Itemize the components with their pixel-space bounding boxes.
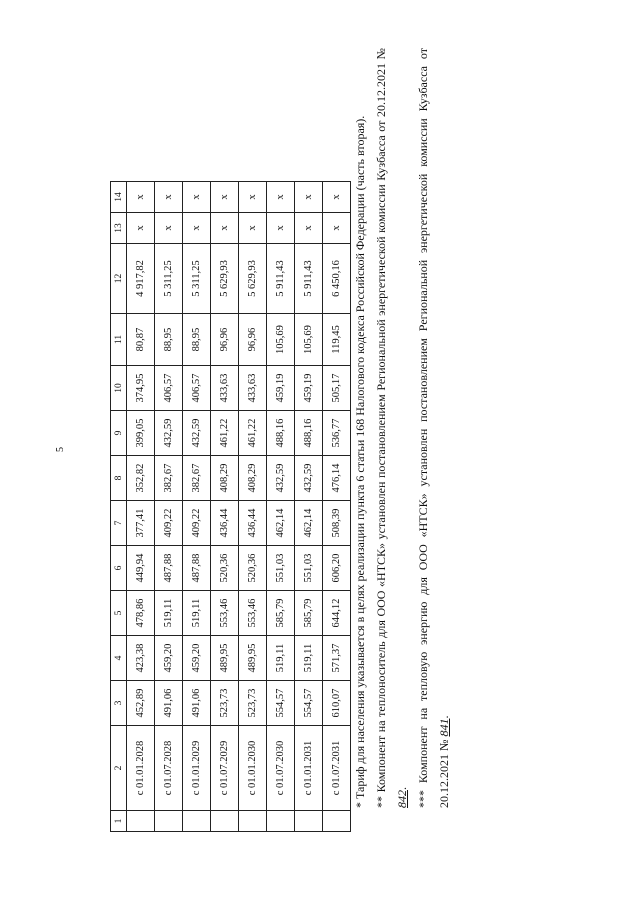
- table-cell-col-10: 433,63: [239, 366, 267, 411]
- table-cell-col-1: [323, 811, 351, 832]
- table-cell-col-7: 436,44: [239, 501, 267, 546]
- table-cell-col-7: 377,41: [127, 501, 155, 546]
- table-cell-col-11: 88,95: [155, 314, 183, 366]
- footnotes: [350, 48, 455, 848]
- table-cell-col-14: x: [295, 182, 323, 213]
- table-cell-col-6: 551,03: [267, 546, 295, 591]
- table-cell-col-1: 1: [111, 811, 127, 832]
- table-cell-col-12: 5 629,93: [239, 244, 267, 314]
- page-number: 5: [55, 447, 66, 452]
- table-cell-col-4: 459,20: [183, 636, 211, 681]
- table-cell-col-6: 487,88: [183, 546, 211, 591]
- table-cell-col-12: 12: [111, 244, 127, 314]
- table-cell-col-3: 3: [111, 681, 127, 726]
- table-cell-col-7: 436,44: [211, 501, 239, 546]
- table-cell-col-9: 461,22: [239, 411, 267, 456]
- table-cell-col-8: 408,29: [239, 456, 267, 501]
- table-row: [239, 182, 267, 832]
- table-cell-col-13: x: [323, 213, 351, 244]
- table-cell-col-1: [127, 811, 155, 832]
- table-cell-col-3: 554,57: [295, 681, 323, 726]
- handwritten-number: 841: [437, 718, 451, 737]
- table-cell-col-3: 452,89: [127, 681, 155, 726]
- footnote-heat-carrier: [371, 48, 413, 848]
- table-cell-col-9: 432,59: [183, 411, 211, 456]
- table-cell-col-6: 487,88: [155, 546, 183, 591]
- table-cell-col-9: 461,22: [211, 411, 239, 456]
- table-cell-col-6: 551,03: [295, 546, 323, 591]
- table-cell-col-10: 433,63: [211, 366, 239, 411]
- table-row: [323, 182, 351, 832]
- table-cell-col-1: [211, 811, 239, 832]
- table-cell-col-9: 9: [111, 411, 127, 456]
- footnote-end: .: [395, 787, 409, 790]
- table-cell-col-3: 610,07: [323, 681, 351, 726]
- table-cell-col-8: 476,14: [323, 456, 351, 501]
- table-row: [211, 182, 239, 832]
- table-cell-col-13: x: [295, 213, 323, 244]
- table-cell-col-14: x: [155, 182, 183, 213]
- table-cell-col-4: 489,95: [239, 636, 267, 681]
- table-cell-col-8: 382,67: [155, 456, 183, 501]
- table-cell-col-6: 606,20: [323, 546, 351, 591]
- table-cell-col-14: x: [183, 182, 211, 213]
- table-cell-col-12: 4 917,82: [127, 244, 155, 314]
- table-cell-col-12: 5 911,43: [295, 244, 323, 314]
- table-cell-col-9: 399,05: [127, 411, 155, 456]
- table-cell-col-9: 488,16: [295, 411, 323, 456]
- table-cell-col-13: x: [267, 213, 295, 244]
- table-cell-col-5: 519,11: [183, 591, 211, 636]
- table-cell-col-2: с 01.07.2030: [267, 726, 295, 811]
- table-cell-col-4: 4: [111, 636, 127, 681]
- table-cell-col-1: [295, 811, 323, 832]
- table-cell-col-2: с 01.07.2029: [211, 726, 239, 811]
- table-cell-col-14: x: [239, 182, 267, 213]
- table-cell-col-8: 432,59: [295, 456, 323, 501]
- table-cell-col-5: 553,46: [239, 591, 267, 636]
- table-cell-col-1: [239, 811, 267, 832]
- table-cell-col-11: 88,95: [183, 314, 211, 366]
- table-row: [127, 182, 155, 832]
- table-cell-col-11: 119,45: [323, 314, 351, 366]
- table-cell-col-7: 409,22: [155, 501, 183, 546]
- table-cell-col-14: x: [267, 182, 295, 213]
- table-cell-col-10: 374,95: [127, 366, 155, 411]
- table-cell-col-8: 432,59: [267, 456, 295, 501]
- table-cell-col-5: 553,46: [211, 591, 239, 636]
- table-cell-col-10: 406,57: [155, 366, 183, 411]
- table-cell-col-4: 519,11: [267, 636, 295, 681]
- table-cell-col-13: 13: [111, 213, 127, 244]
- table-cell-col-2: с 01.07.2031: [323, 726, 351, 811]
- table-cell-col-4: 571,37: [323, 636, 351, 681]
- table-cell-col-8: 8: [111, 456, 127, 501]
- table-cell-col-13: x: [183, 213, 211, 244]
- table-cell-col-9: 432,59: [155, 411, 183, 456]
- table-cell-col-5: 478,86: [127, 591, 155, 636]
- footnote-end: .: [437, 715, 451, 719]
- table-cell-col-5: 644,12: [323, 591, 351, 636]
- table-cell-col-11: 11: [111, 314, 127, 366]
- table-header-row: [111, 182, 127, 832]
- table-cell-col-1: [155, 811, 183, 832]
- table-cell-col-6: 449,94: [127, 546, 155, 591]
- table-cell-col-2: 2: [111, 726, 127, 811]
- table-cell-col-4: 519,11: [295, 636, 323, 681]
- table-cell-col-11: 105,69: [267, 314, 295, 366]
- table-cell-col-8: 352,82: [127, 456, 155, 501]
- tariff-table: [110, 181, 351, 832]
- table-cell-col-7: 508,39: [323, 501, 351, 546]
- table-cell-col-3: 523,73: [211, 681, 239, 726]
- table-cell-col-2: с 01.01.2031: [295, 726, 323, 811]
- table-cell-col-4: 459,20: [155, 636, 183, 681]
- table-cell-col-2: с 01.01.2029: [183, 726, 211, 811]
- table-cell-col-11: 80,87: [127, 314, 155, 366]
- table-cell-col-9: 488,16: [267, 411, 295, 456]
- table-cell-col-7: 409,22: [183, 501, 211, 546]
- table-cell-col-11: 105,69: [295, 314, 323, 366]
- table-cell-col-14: 14: [111, 182, 127, 213]
- table-cell-col-3: 491,06: [155, 681, 183, 726]
- footnote-population-tariff: * Тариф для населения указывается в целях реализации пункта 6 статьи 168 Налогового кодекса Российской Федерации (часть вторая).: [353, 115, 367, 808]
- table-cell-col-5: 519,11: [155, 591, 183, 636]
- table-cell-col-1: [183, 811, 211, 832]
- table-cell-col-10: 459,19: [295, 366, 323, 411]
- table-cell-col-12: 5 629,93: [211, 244, 239, 314]
- table-cell-col-14: x: [127, 182, 155, 213]
- footnote-heat-carrier-text: ** Компонент на теплоноситель для ООО «НТСК» установлен постановлением Региональной энергетической комиссии Кузбасса от 20.12.2021 №: [374, 48, 388, 808]
- table-cell-col-6: 520,36: [211, 546, 239, 591]
- table-cell-col-12: 5 311,25: [155, 244, 183, 314]
- table-cell-col-8: 408,29: [211, 456, 239, 501]
- table-cell-col-1: [267, 811, 295, 832]
- table-cell-col-3: 554,57: [267, 681, 295, 726]
- table-cell-col-2: с 01.01.2028: [127, 726, 155, 811]
- table-cell-col-4: 423,38: [127, 636, 155, 681]
- rotated-sheet: [110, 48, 622, 848]
- table-cell-col-14: x: [323, 182, 351, 213]
- footnote-heat-energy: [413, 48, 455, 848]
- table-cell-col-2: с 01.01.2030: [239, 726, 267, 811]
- table-cell-col-5: 585,79: [267, 591, 295, 636]
- table-row: [267, 182, 295, 832]
- table-cell-col-3: 491,06: [183, 681, 211, 726]
- table-cell-col-10: 10: [111, 366, 127, 411]
- table-cell-col-9: 536,77: [323, 411, 351, 456]
- table-row: [155, 182, 183, 832]
- table-cell-col-7: 7: [111, 501, 127, 546]
- table-cell-col-11: 96,96: [211, 314, 239, 366]
- table-cell-col-4: 489,95: [211, 636, 239, 681]
- table-cell-col-6: 6: [111, 546, 127, 591]
- table-cell-col-10: 505,17: [323, 366, 351, 411]
- table-cell-col-10: 406,57: [183, 366, 211, 411]
- table-cell-col-8: 382,67: [183, 456, 211, 501]
- table-row: [183, 182, 211, 832]
- table-cell-col-5: 585,79: [295, 591, 323, 636]
- table-cell-col-13: x: [239, 213, 267, 244]
- table-cell-col-7: 462,14: [267, 501, 295, 546]
- table-cell-col-10: 459,19: [267, 366, 295, 411]
- table-row: [295, 182, 323, 832]
- table-cell-col-14: x: [211, 182, 239, 213]
- table-cell-col-6: 520,36: [239, 546, 267, 591]
- table-cell-col-2: с 01.07.2028: [155, 726, 183, 811]
- table-cell-col-5: 5: [111, 591, 127, 636]
- handwritten-number: 842: [395, 790, 409, 808]
- table-cell-col-12: 5 911,43: [267, 244, 295, 314]
- table-cell-col-3: 523,73: [239, 681, 267, 726]
- footnote-heat-energy-text: *** Компонент на тепловую энергию для ООО «НТСК» установлен постановлением Региональной энергетической комиссии Кузбасса от 20.12.2021 №: [416, 48, 451, 808]
- table-cell-col-13: x: [155, 213, 183, 244]
- table-cell-col-12: 6 450,16: [323, 244, 351, 314]
- table-cell-col-13: x: [127, 213, 155, 244]
- table-cell-col-12: 5 311,25: [183, 244, 211, 314]
- table-cell-col-11: 96,96: [239, 314, 267, 366]
- table-cell-col-7: 462,14: [295, 501, 323, 546]
- table-cell-col-13: x: [211, 213, 239, 244]
